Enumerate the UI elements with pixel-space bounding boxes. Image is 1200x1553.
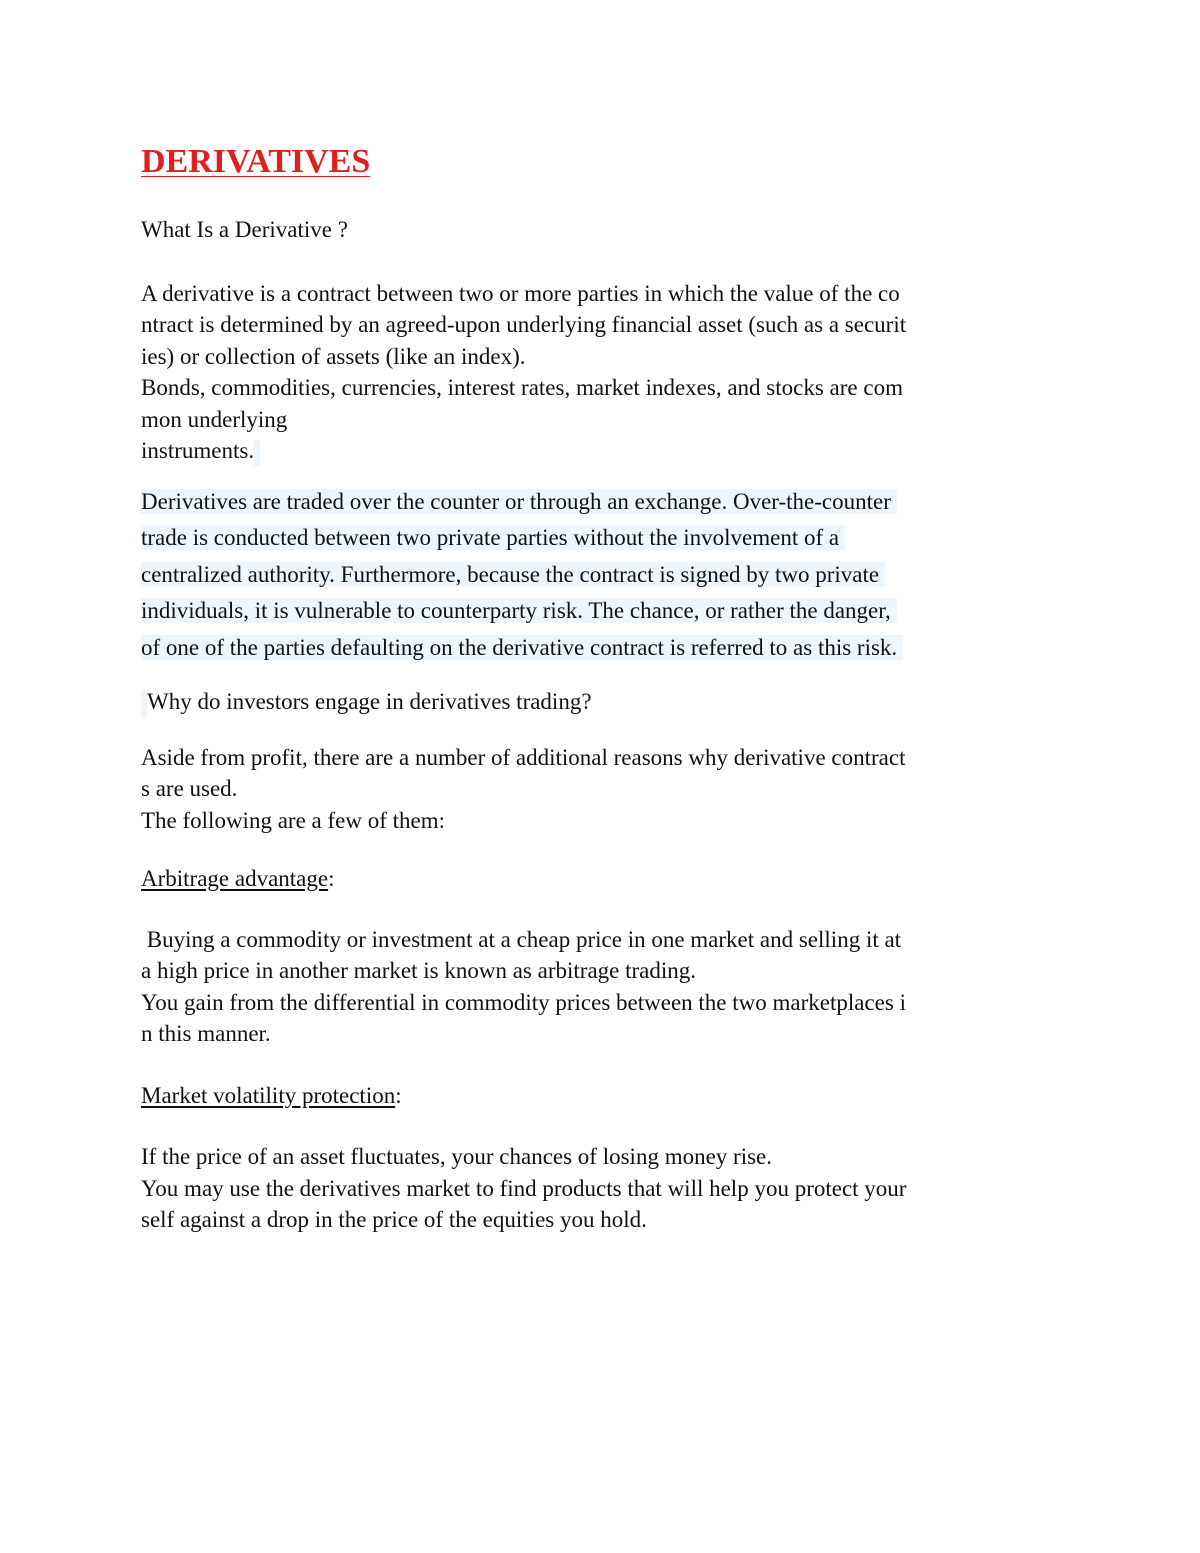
paragraph-line-text: instruments. (141, 438, 255, 463)
heading-text: Market volatility protection (141, 1082, 396, 1108)
heading-arbitrage (141, 863, 1061, 895)
paragraph-line-text: individuals, it is vulnerable to counterparty risk. The chance, or rather the danger, (141, 598, 897, 623)
paragraph-line-highlighted (141, 520, 1061, 557)
paragraph-definition (141, 278, 1061, 467)
document-title: DERIVATIVES (141, 143, 371, 180)
paragraph-line: self against a drop in the price of the equities you hold. (141, 1207, 647, 1232)
paragraph-line: mon underlying (141, 406, 288, 432)
heading-text: Arbitrage advantage (141, 866, 329, 891)
paragraph-arbitrage (141, 924, 1061, 1050)
paragraph-line-highlighted (141, 435, 1061, 467)
paragraph-line: Buying a commodity or investment at a cheap price in one market and selling it at (141, 926, 902, 952)
paragraph-line-highlighted (141, 630, 1061, 667)
paragraph-line: s are used. (141, 776, 238, 801)
paragraph-line-highlighted (141, 593, 1061, 630)
paragraph-line: A derivative is a contract between two or more parties in which the value of the co (141, 280, 900, 306)
paragraph-line: If the price of an asset fluctuates, your chances of losing money rise. (141, 1144, 773, 1169)
paragraph-line: Aside from profit, there are a number of additional reasons why derivative contract (141, 744, 906, 770)
question-what-is-derivative: What Is a Derivative ? (141, 217, 348, 242)
heading-colon: : (395, 1082, 402, 1108)
paragraph-reasons (141, 742, 1061, 837)
paragraph-line: n this manner. (141, 1021, 271, 1046)
paragraph-line: Bonds, commodities, currencies, interest rates, market indexes, and stocks are com (141, 375, 903, 400)
paragraph-line: The following are a few of them: (141, 807, 445, 833)
document-content (141, 140, 1061, 1236)
paragraph-line-text: of one of the parties defaulting on the derivative contract is referred to as this risk. (141, 635, 903, 660)
paragraph-line-highlighted (141, 557, 1061, 594)
paragraph-line: ies) or collection of assets (like an index). (141, 343, 526, 369)
paragraph-line: ntract is determined by an agreed-upon underlying financial asset (such as a securit (141, 312, 907, 337)
paragraph-line: a high price in another market is known as arbitrage trading. (141, 958, 697, 983)
question-text: Why do investors engage in derivatives trading? (147, 689, 592, 714)
paragraph-line: You gain from the differential in commodity prices between the two marketplaces i (141, 989, 906, 1015)
heading-volatility (141, 1080, 1061, 1112)
paragraph-line-text: Derivatives are traded over the counter or through an exchange. Over-the-counter (141, 489, 897, 514)
highlight-mark (254, 440, 260, 466)
paragraph-volatility (141, 1141, 1061, 1236)
paragraph-line-text: trade is conducted between two private parties without the involvement of a (141, 525, 845, 550)
paragraph-line: You may use the derivatives market to find products that will help you protect your (141, 1175, 907, 1201)
paragraph-line-highlighted (141, 484, 1061, 521)
paragraph-line-text: centralized authority. Furthermore, because the contract is signed by two private (141, 562, 885, 587)
heading-colon: : (328, 866, 335, 891)
paragraph-trading-venues (141, 484, 1061, 667)
question-why-investors (141, 686, 1061, 718)
